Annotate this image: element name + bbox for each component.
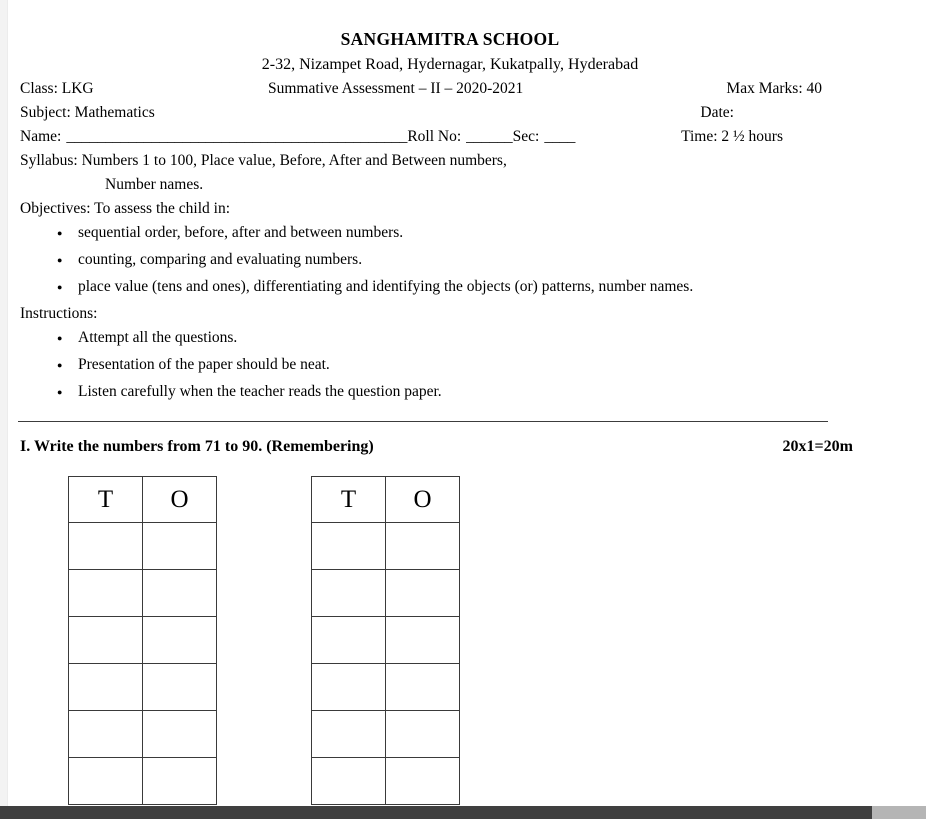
answer-cell [312,523,386,570]
table-row [312,523,460,570]
name-roll-sec-time-row [20,125,783,149]
class-label: Class: LKG [20,80,94,97]
syllabus-line-1: Syllabus: Numbers 1 to 100, Place value, Before, After and Between numbers, [20,152,507,169]
objectives-heading: Objectives: To assess the child in: [20,200,230,217]
name-label: Name: [20,128,62,145]
date-label: Date: [700,104,734,121]
sec-blank: ____ [544,128,576,145]
answer-cell [312,570,386,617]
tens-ones-table-2 [311,476,460,805]
objectives-list [56,221,926,299]
tens-ones-table-1 [68,476,217,805]
rollno-label: Roll No: [407,128,462,145]
answer-cell [386,664,460,711]
table-header-ones: O [143,477,217,523]
class-assessment-row [20,77,822,101]
answer-cell [312,711,386,758]
objective-item: ● counting, comparing and evaluating numbers. [56,248,834,272]
answer-cell [386,758,460,805]
table-header-row [69,477,217,523]
answer-cell [143,664,217,711]
max-marks-label: Max Marks: 40 [726,80,822,97]
scrollbar-thumb[interactable] [0,806,872,819]
table-header-row [312,477,460,523]
subject-date-row [20,101,734,125]
instructions-heading: Instructions: [20,305,98,322]
table-row [69,664,217,711]
table-row [69,617,217,664]
table-row [312,617,460,664]
table-row [312,570,460,617]
answer-cell [312,758,386,805]
objective-item: ● place value (tens and ones), differentiating and identifying the objects (or) patterns, number names. [56,275,834,299]
answer-cell [143,758,217,805]
rollno-blank: ______ [466,128,513,145]
answer-cell [69,711,143,758]
answer-tables [68,476,926,805]
answer-cell [143,570,217,617]
subject-label: Subject: Mathematics [20,104,155,121]
answer-cell [69,523,143,570]
answer-cell [69,758,143,805]
assessment-title: Summative Assessment – II – 2020-2021 [268,80,524,97]
name-blank: ____________________________________________ [66,128,408,145]
answer-cell [386,570,460,617]
table-header-tens: T [312,477,386,523]
answer-cell [312,664,386,711]
objective-item: ● sequential order, before, after and between numbers. [56,221,834,245]
table-row [312,711,460,758]
answer-cell [69,664,143,711]
table-row [69,523,217,570]
section-divider [18,421,828,422]
time-label: Time: 2 ½ hours [681,128,783,145]
instructions-list [56,326,926,404]
question-1-marks: 20x1=20m [782,438,853,455]
answer-cell [386,711,460,758]
table-row [69,711,217,758]
answer-cell [386,523,460,570]
instruction-item: ● Attempt all the questions. [56,326,834,350]
answer-cell [69,570,143,617]
syllabus-line-2: Number names. [105,176,204,193]
instruction-item: ● Listen carefully when the teacher reads the question paper. [56,380,834,404]
table-header-ones: O [386,477,460,523]
table-row [312,758,460,805]
instruction-item: ● Presentation of the paper should be neat. [56,353,834,377]
table-row [69,758,217,805]
answer-cell [143,523,217,570]
school-name: SANGHAMITRA SCHOOL [340,29,560,49]
horizontal-scrollbar[interactable] [0,806,926,819]
question-1-text: I. Write the numbers from 71 to 90. (Remembering) [20,438,374,455]
name-roll-sec-group [20,125,575,149]
question-1-row [20,434,853,460]
sec-label: Sec: [512,128,540,145]
table-header-tens: T [69,477,143,523]
answer-cell [69,617,143,664]
answer-cell [312,617,386,664]
table-row [69,570,217,617]
answer-cell [143,617,217,664]
school-address: 2-32, Nizampet Road, Hydernagar, Kukatpally, Hyderabad [261,56,639,73]
answer-cell [143,711,217,758]
table-row [312,664,460,711]
answer-cell [386,617,460,664]
